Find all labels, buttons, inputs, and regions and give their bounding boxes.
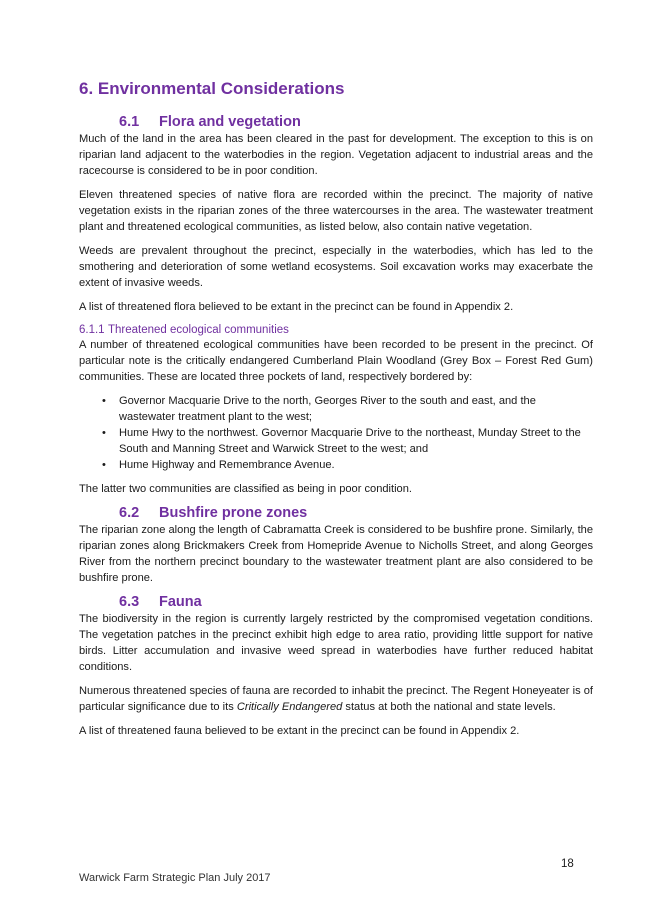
list-item: • Governor Macquarie Drive to the north, Georges River to the south and east, and the wastewater treatment plant to the west; — [119, 393, 593, 425]
bullet-list — [79, 393, 593, 473]
list-item: • Hume Hwy to the northwest. Governor Macquarie Drive to the northeast, Munday Street to the South and Manning Street and Warwick Street to the west; and — [119, 425, 593, 457]
paragraph: The biodiversity in the region is currently largely restricted by the compromised vegetation conditions. The vegetation patches in the precinct exhibit high edge to area ratio, providing little support for native birds. Litter accumulation and invasive weed spread in waterbodies have further reduced habitat conditions. — [79, 613, 593, 673]
section-title: Fauna — [159, 594, 202, 610]
section-heading-fauna — [79, 594, 593, 611]
section-heading-flora — [79, 114, 593, 131]
section-title: Bushfire prone zones — [159, 505, 308, 521]
paragraph: Weeds are prevalent throughout the precinct, especially in the waterbodies, which has led to the smothering and deterioration of some wetland ecosystems. Soil excavation works may exacerbate the extent of invasive weeds. — [79, 245, 593, 289]
document-page — [79, 78, 593, 747]
paragraph: Much of the land in the area has been cleared in the past for development. The exception to this is on riparian land adjacent to the waterbodies in the region. Vegetation adjacent to industrial areas and the racecourse is considered to be in poor condition. — [79, 133, 593, 177]
section-number: 6.1 — [119, 114, 140, 130]
section-number: 6.2 — [119, 505, 140, 521]
paragraph: A number of threatened ecological communities have been recorded to be present in the precinct. Of particular note is the critically endangered Cumberland Plain Woodland (Grey Box – Forest Red Gum) communities. These are located three pockets of land, respectively bordered by: — [79, 339, 593, 383]
page-number: 18 — [561, 858, 574, 870]
paragraph: The riparian zone along the length of Cabramatta Creek is considered to be bushfire prone. Similarly, the riparian zones along Brickmakers Creek from Homepride Avenue to Nicholls Street, and along Georges River from the northern precinct boundary to the wastewater treatment plant are also considered to be bushfire prone. — [79, 524, 593, 584]
paragraph — [79, 683, 593, 715]
subsection-number: 6.1.1 — [79, 324, 105, 336]
paragraph: A list of threatened flora believed to be extant in the precinct can be found in Appendix 2. — [79, 301, 514, 313]
subsection-heading-threatened-communities — [79, 323, 593, 337]
section-title: Flora and vegetation — [159, 114, 301, 130]
section-number: 6.3 — [119, 594, 140, 610]
paragraph: The latter two communities are classified as being in poor condition. — [79, 483, 412, 495]
chapter-heading: 6. Environmental Considerations — [79, 79, 345, 98]
footer-title: Warwick Farm Strategic Plan July 2017 — [79, 872, 271, 884]
text-run: status at both the national and state levels. — [342, 701, 556, 713]
text-run: Numerous threatened species of fauna are recorded to inhabit the precinct. The Regent Honeyeater is of particular significance due to its — [79, 685, 593, 713]
section-heading-bushfire — [79, 505, 593, 522]
subsection-title: Threatened ecological communities — [108, 324, 289, 336]
paragraph: Eleven threatened species of native flora are recorded within the precinct. The majority of native vegetation exists in the riparian zones of the three watercourses in the area. The wastewater treatment plant and threatened ecological communities, as listed below, also contain native vegetation. — [79, 189, 593, 233]
italic-text: Critically Endangered — [236, 701, 343, 713]
paragraph: A list of threatened fauna believed to be extant in the precinct can be found in Appendix 2. — [79, 725, 520, 737]
list-item: • Hume Highway and Remembrance Avenue. — [119, 457, 593, 473]
